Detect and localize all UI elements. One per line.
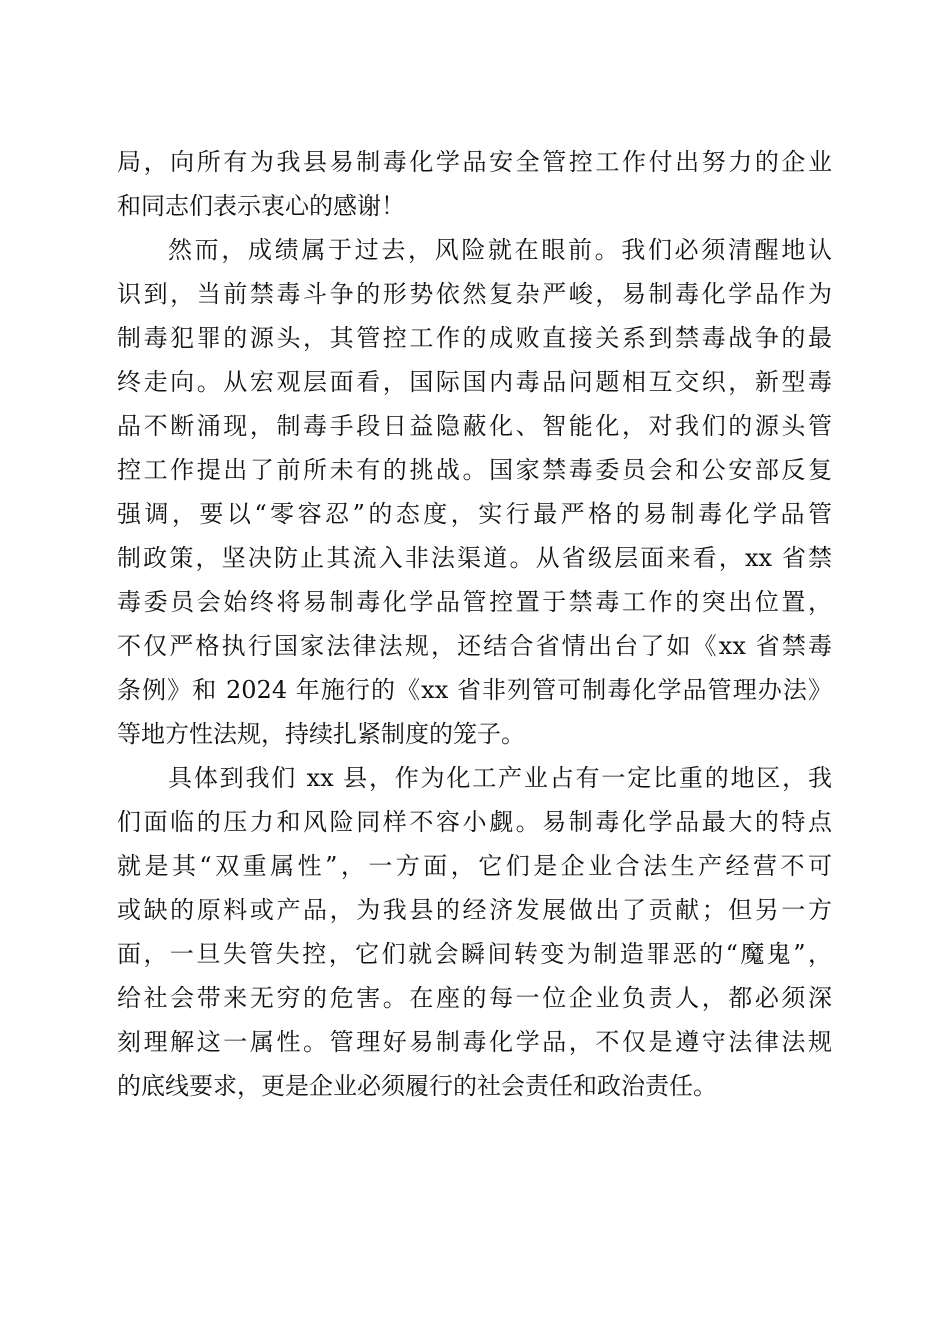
text-line: 不仅严格执行国家法律法规，还结合省情出台了如《xx 省禁毒 <box>117 632 832 660</box>
text-line: 或缺的原料或产品，为我县的经济发展做出了贡献；但另一方 <box>117 896 832 924</box>
text-line: 制毒犯罪的源头，其管控工作的成败直接关系到禁毒战争的最 <box>117 324 832 352</box>
text-line: 条例》和 2024 年施行的《xx 省非列管可制毒化学品管理办法》 <box>117 676 832 704</box>
paragraph-2 <box>117 228 832 756</box>
text-line: 和同志们表示衷心的感谢！ <box>117 192 405 220</box>
text-line: 强调，要以“零容忍”的态度，实行最严格的易制毒化学品管 <box>117 500 832 528</box>
text-line: 终走向。从宏观层面看，国际国内毒品问题相互交织，新型毒 <box>117 368 832 396</box>
text-line: 制政策，坚决防止其流入非法渠道。从省级层面来看，xx 省禁 <box>117 544 832 572</box>
text-line: 等地方性法规，持续扎紧制度的笼子。 <box>117 720 525 748</box>
text-line: 面，一旦失管失控，它们就会瞬间转变为制造罪恶的“魔鬼”， <box>117 940 832 968</box>
text-line: 局，向所有为我县易制毒化学品安全管控工作付出努力的企业 <box>117 148 832 176</box>
text-line: 识到，当前禁毒斗争的形势依然复杂严峻，易制毒化学品作为 <box>117 280 832 308</box>
text-line: 控工作提出了前所未有的挑战。国家禁毒委员会和公安部反复 <box>117 456 832 484</box>
text-line: 品不断涌现，制毒手段日益隐蔽化、智能化，对我们的源头管 <box>117 412 832 440</box>
text-line: 具体到我们 xx 县，作为化工产业占有一定比重的地区，我 <box>168 764 832 792</box>
text-line: 就是其“双重属性”，一方面，它们是企业合法生产经营不可 <box>117 852 832 880</box>
document-body <box>117 140 832 1108</box>
text-line: 然而，成绩属于过去，风险就在眼前。我们必须清醒地认 <box>168 236 832 264</box>
text-line: 刻理解这一属性。管理好易制毒化学品，不仅是遵守法律法规 <box>117 1028 832 1056</box>
text-line: 们面临的压力和风险同样不容小觑。易制毒化学品最大的特点 <box>117 808 832 836</box>
paragraph-1 <box>117 140 832 228</box>
text-line: 毒委员会始终将易制毒化学品管控置于禁毒工作的突出位置， <box>117 588 832 616</box>
text-line: 的底线要求，更是企业必须履行的社会责任和政治责任。 <box>117 1072 717 1100</box>
text-line: 给社会带来无穷的危害。在座的每一位企业负责人，都必须深 <box>117 984 832 1012</box>
paragraph-3 <box>117 756 832 1108</box>
